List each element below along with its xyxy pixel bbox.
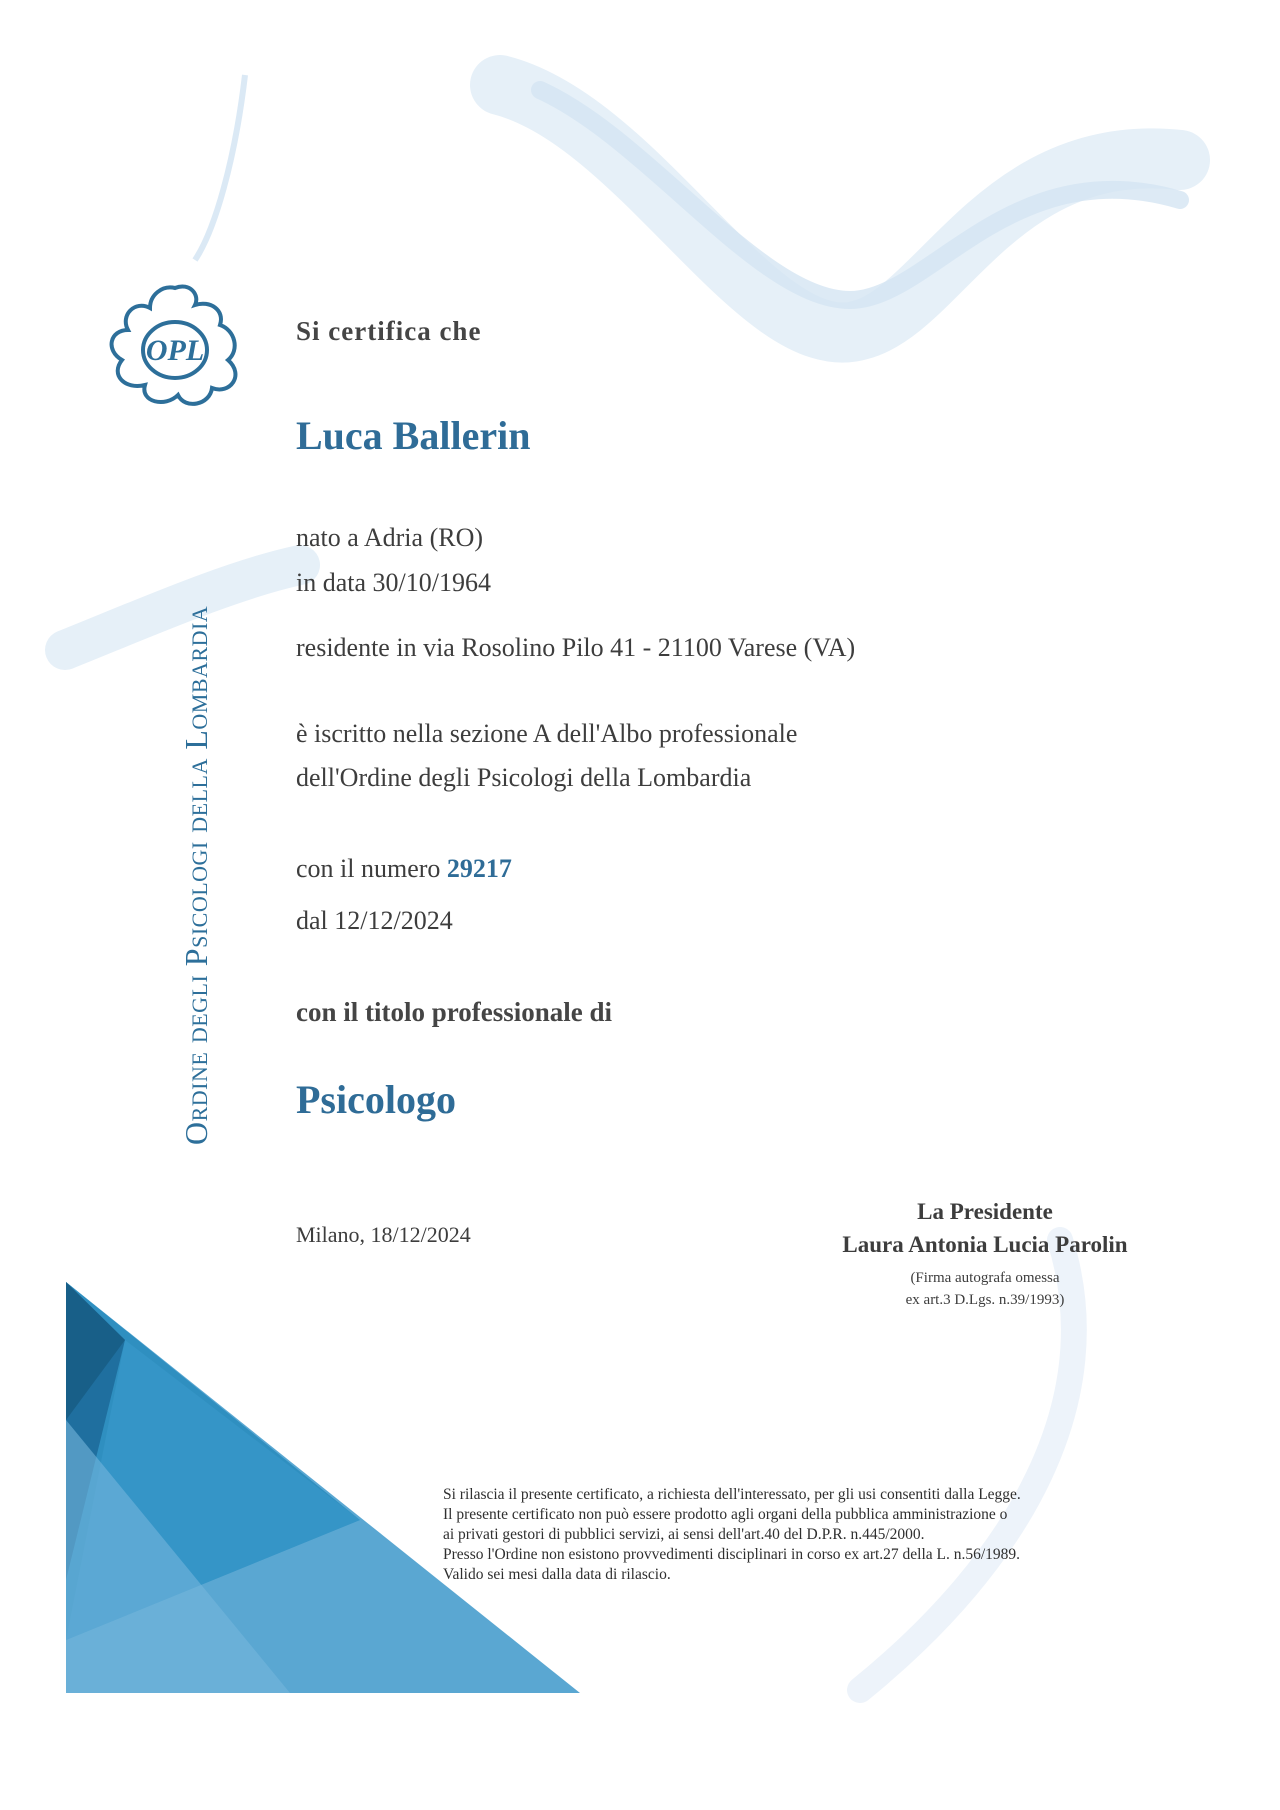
- footnote-line: Il presente certificato non può essere prodotto agli organi della pubblica amministrazione o: [443, 1506, 1008, 1523]
- number-prefix: con il numero: [296, 854, 441, 883]
- opl-logo: [100, 280, 250, 410]
- signature-note-line-1: (Firma autografa omessa: [910, 1270, 1060, 1286]
- birth-place: nato a Adria (RO): [296, 523, 484, 552]
- logo-text: OPL: [145, 334, 205, 367]
- footnote-line: ai privati gestori di pubblici servizi, ai sensi dell'art.40 del D.P.R. n.445/2000.: [443, 1526, 925, 1543]
- signature-note: [820, 1267, 1150, 1311]
- registration-number: 29217: [446, 854, 512, 883]
- residence: residente in via Rosolino Pilo 41 - 21100 Varese (VA): [296, 633, 856, 662]
- title-intro: con il titolo professionale di: [296, 997, 613, 1027]
- signature-block: [820, 1195, 1150, 1311]
- person-name: Luca Ballerin: [296, 413, 531, 458]
- enrolled-line-2: dell'Ordine degli Psicologi della Lombardia: [296, 763, 752, 792]
- footnote-line: Presso l'Ordine non esistono provvedimenti disciplinari in corso ex art.27 della L. n.56/1989.: [443, 1546, 1021, 1563]
- footnote-line: Valido sei mesi dalla data di rilascio.: [443, 1566, 671, 1583]
- registration-number-line: [296, 854, 512, 884]
- place-date: Milano, 18/12/2024: [296, 1222, 471, 1247]
- legal-footnotes: [443, 1485, 1143, 1585]
- sidebar-org-name: Ordine degli Psicologi della Lombardia: [178, 605, 214, 1145]
- registration-since: dal 12/12/2024: [296, 906, 453, 935]
- signature-role: La Presidente: [917, 1199, 1053, 1224]
- professional-title: Psicologo: [296, 1077, 456, 1122]
- enrolled-line-1: è iscritto nella sezione A dell'Albo professionale: [296, 719, 798, 748]
- signature-note-line-2: ex art.3 D.Lgs. n.39/1993): [905, 1292, 1065, 1308]
- signature-name: Laura Antonia Lucia Parolin: [842, 1232, 1128, 1257]
- intro-text: Si certifica che: [296, 316, 482, 346]
- birth-date: in data 30/10/1964: [296, 568, 491, 597]
- footnote-line: Si rilascia il presente certificato, a richiesta dell'interessato, per gli usi consentiti dalla Legge.: [443, 1486, 1021, 1503]
